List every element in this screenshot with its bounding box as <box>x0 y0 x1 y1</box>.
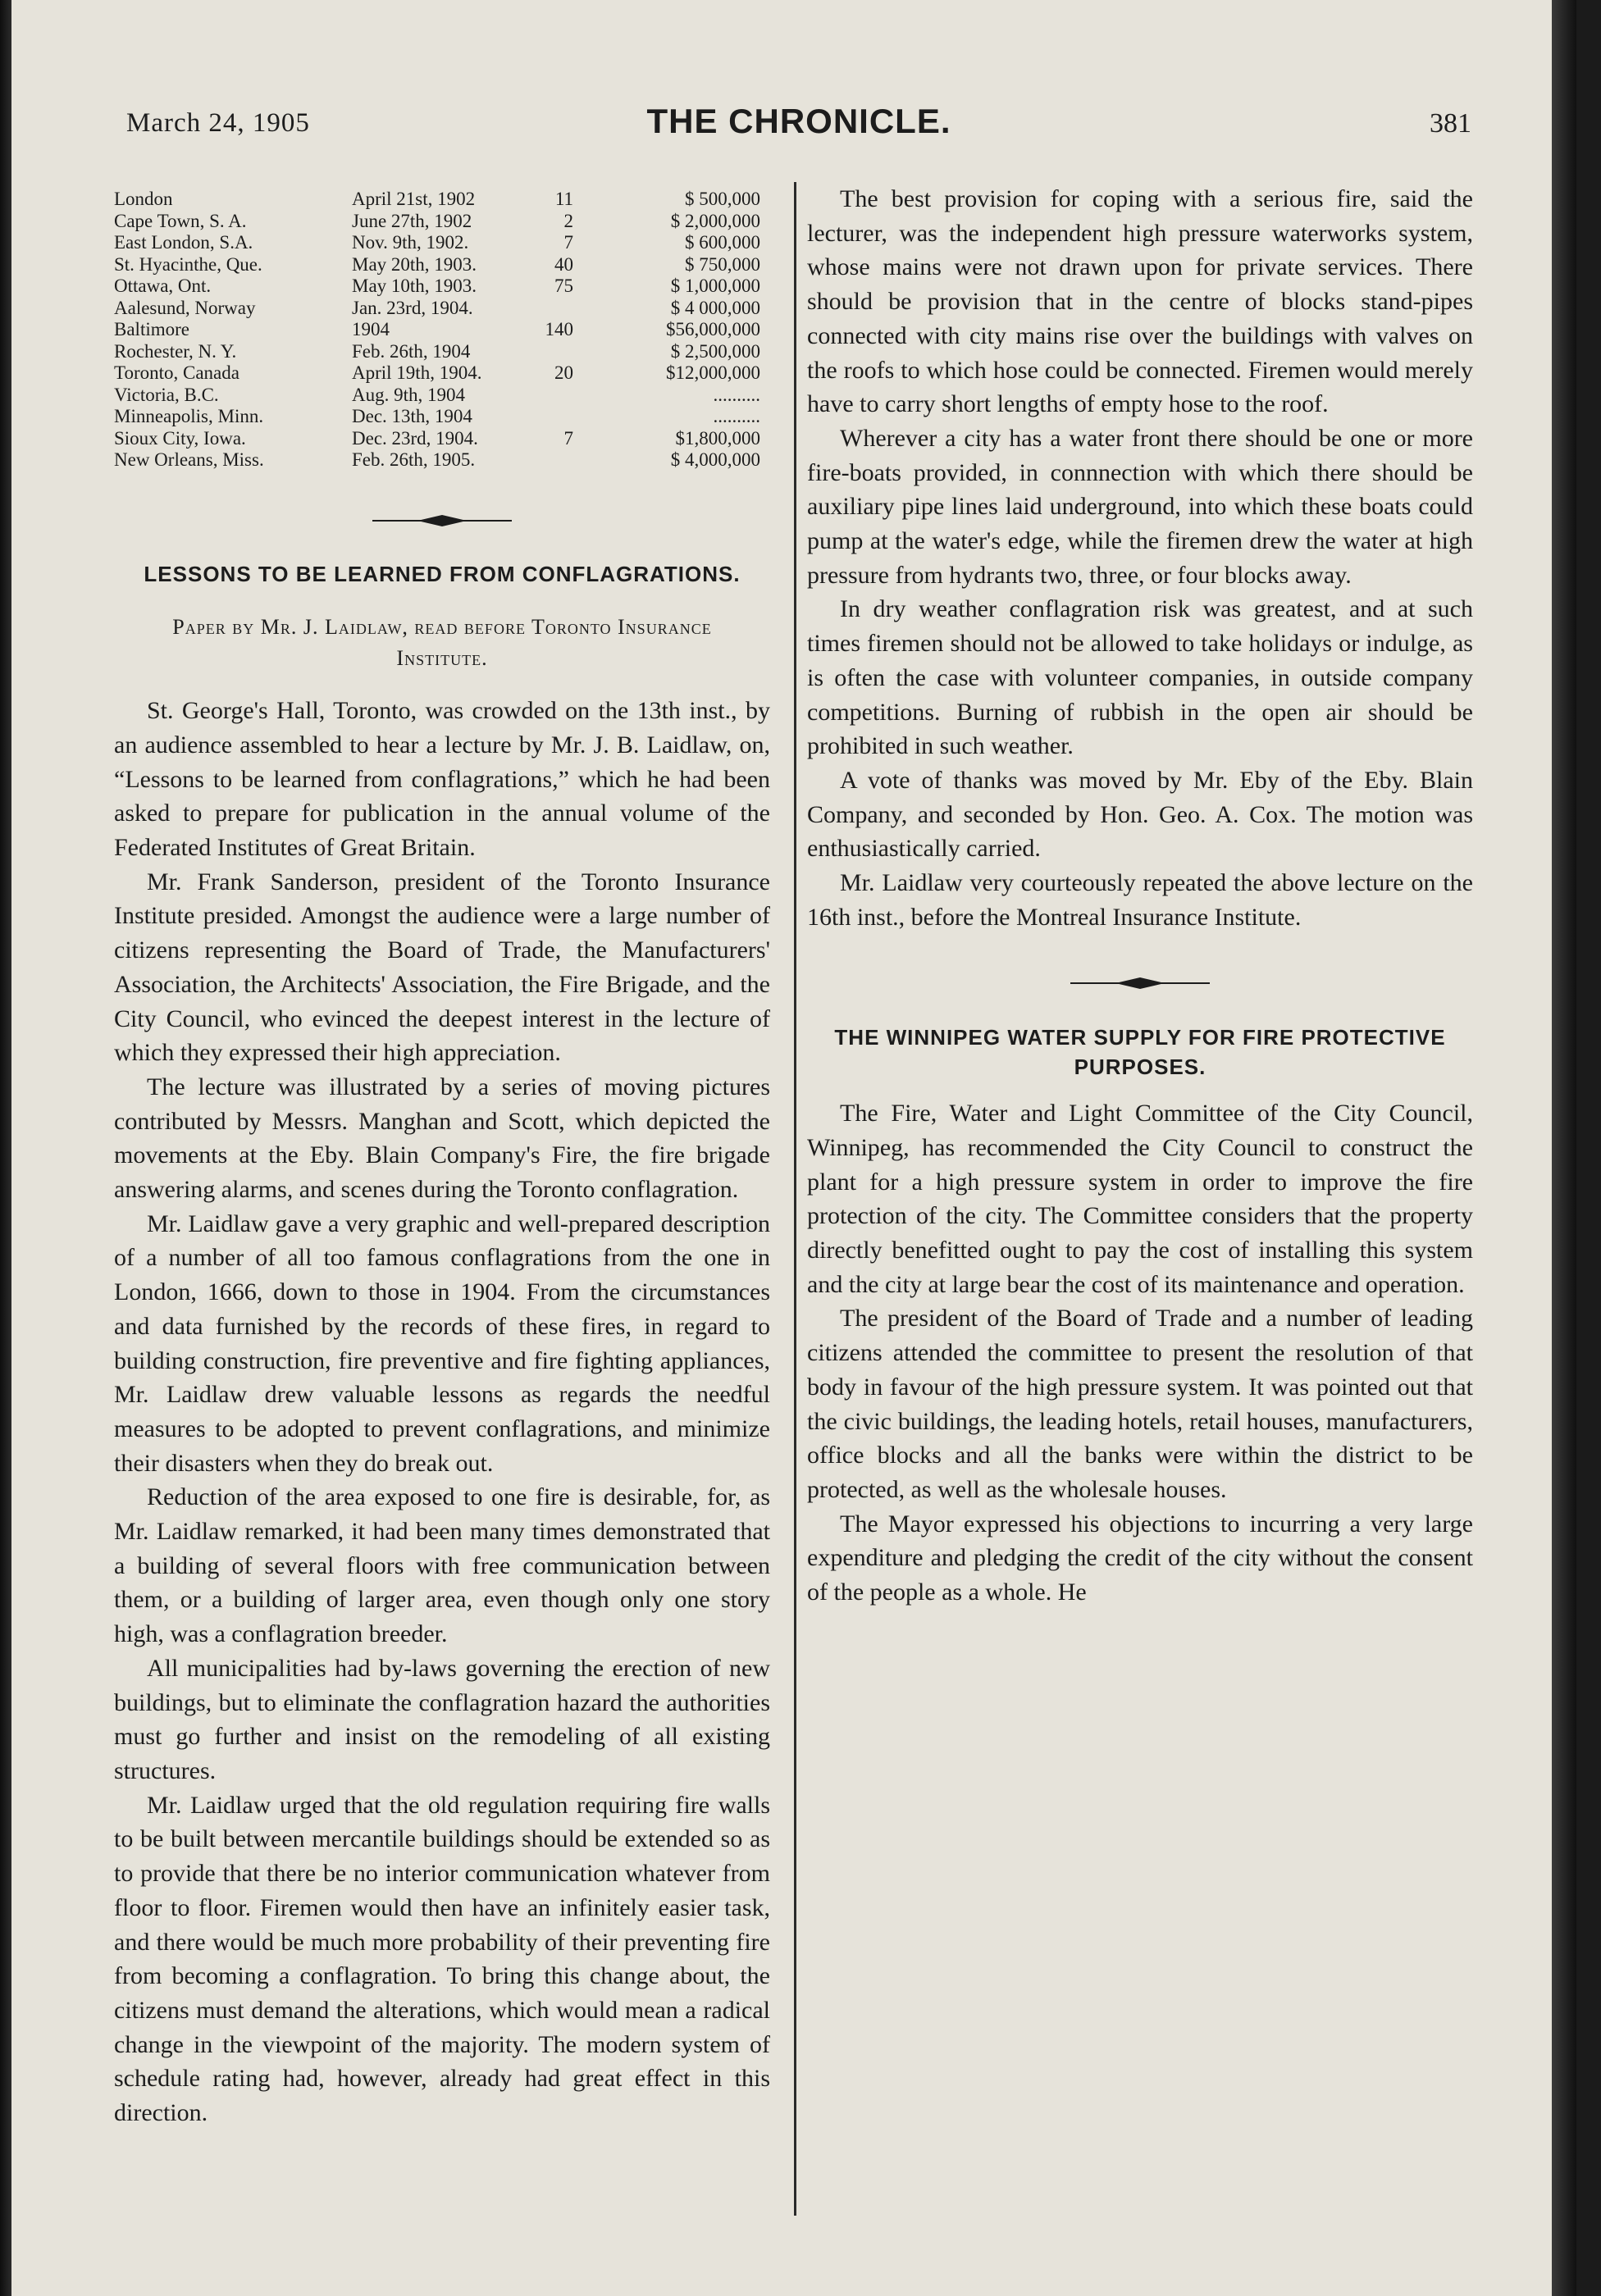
fire-city: Sioux City, Iowa. <box>114 427 246 449</box>
column-divider <box>794 182 796 2216</box>
fire-list-row <box>114 254 770 276</box>
fire-loss: $ 600,000 <box>685 232 760 253</box>
article1-heading: LESSONS TO BE LEARNED FROM CONFLAGRATIONS. <box>144 562 741 587</box>
article2-paragraph: The president of the Board of Trade and a number of leading citizens attended the committee to present the resolution of that body in favour of the high pressure system. It was pointed out that the civic buildings, the leading hotels, retail houses, manufacturers, office blocks and all the banks were within the district to be protected, as well as the wholesale houses. <box>807 1305 1473 1503</box>
fire-loss: .......... <box>713 384 760 405</box>
fire-count <box>541 341 606 363</box>
fire-list-row <box>114 385 770 407</box>
fire-date: Dec. 13th, 1904 <box>352 406 472 426</box>
fire-count: 40 <box>554 253 573 275</box>
fire-city: Ottawa, Ont. <box>114 276 212 296</box>
fire-count: 20 <box>554 362 573 383</box>
fire-city: Toronto, Canada <box>114 362 239 383</box>
fire-city: New Orleans, Miss. <box>114 449 264 470</box>
fire-list-row <box>114 362 770 385</box>
header-page-number: 381 <box>1430 108 1471 139</box>
article1-byline: Paper by Mr. J. Laidlaw, read before Toronto Insurance Institute. <box>172 615 712 671</box>
fire-date: Dec. 23rd, 1904. <box>352 427 478 449</box>
fire-city: Rochester, N. Y. <box>114 340 237 362</box>
fire-loss: $ 4 000,000 <box>670 297 760 318</box>
fire-city: Baltimore <box>114 319 189 339</box>
fire-count <box>541 449 606 472</box>
fire-list-table <box>114 189 770 472</box>
fire-city: Victoria, B.C. <box>114 384 219 405</box>
fire-count: 7 <box>563 232 573 253</box>
fire-count: 7 <box>563 427 573 449</box>
fire-date: June 27th, 1902 <box>352 210 472 231</box>
fire-date: Nov. 9th, 1902. <box>352 232 469 253</box>
newspaper-page <box>11 0 1576 2296</box>
fire-count: 2 <box>563 210 573 231</box>
ornament-rule-icon <box>1070 977 1210 990</box>
fire-date: Feb. 26th, 1905. <box>352 449 476 470</box>
article1-paragraph: The lecture was illustrated by a series of moving pictures contributed by Messrs. Manghan and Scott, which depicted the movements at the Eby. Blain Company's Fire, the fire brigade answering alarms, and scenes during the Toronto conflagration. <box>114 1073 770 1204</box>
article2-heading: THE WINNIPEG WATER SUPPLY FOR FIRE PROTECTIVE PURPOSES. <box>834 1025 1446 1080</box>
article1-paragraph: Mr. Frank Sanderson, president of the Toronto Insurance Institute presided. Amongst the audience were a large number of citizens representing the Board of Trade, the Manufacturers' Association, the Architects' Association, the Fire Brigade, and the City Council, who evinced the deepest interest in the lecture of which they expressed their high appreciation. <box>114 868 770 1067</box>
fire-count: 140 <box>545 319 573 339</box>
fire-list-row <box>114 428 770 450</box>
header-date: March 24, 1905 <box>126 108 310 138</box>
article1-paragraph: In dry weather conflagration risk was greatest, and at such times firemen should not be allowed to take holidays or indulge, as is often the case with volunteer companies, in outside company competitions. Burning of rubbish in the open air should be prohibited in such weather. <box>807 595 1473 760</box>
fire-count <box>541 298 606 320</box>
fire-city: Aalesund, Norway <box>114 297 256 318</box>
fire-list-row <box>114 319 770 341</box>
header-title: THE CHRONICLE. <box>646 102 951 140</box>
fire-list-row <box>114 449 770 472</box>
fire-date: May 20th, 1903. <box>352 253 477 275</box>
fire-city: London <box>114 189 173 209</box>
page-binding-edge <box>0 0 11 2296</box>
fire-count <box>541 406 606 428</box>
fire-loss: $12,000,000 <box>666 362 760 383</box>
right-column <box>807 182 1473 1610</box>
fire-loss: $ 500,000 <box>685 189 760 209</box>
fire-list-row <box>114 406 770 428</box>
article1-paragraph: Mr. Laidlaw very courteously repeated the above lecture on the 16th inst., before the Montreal Insurance Institute. <box>807 869 1473 931</box>
page-right-edge <box>1552 0 1576 2296</box>
article1-paragraph: Wherever a city has a water front there should be one or more fire-boats provided, in connnection with which there should be auxiliary pipe lines laid underground, into which these boats could pump at the water's edge, while the firemen drew the water at high pressure from hydrants two, three, or four blocks away. <box>807 424 1473 589</box>
fire-list-row <box>114 276 770 298</box>
article2-paragraph: The Mayor expressed his objections to incurring a very large expenditure and pledging the credit of the city without the consent of the people as a whole. He <box>807 1510 1473 1606</box>
article2-paragraph: The Fire, Water and Light Committee of the City Council, Winnipeg, has recommended the City Council to construct the plant for a high pressure system in order to improve the fire protection of the city. The Committee considers that the property directly benefitted ought to pay the cost of installing this system and the city at large bear the cost of its maintenance and operation. <box>807 1100 1473 1298</box>
left-column <box>114 182 770 2130</box>
fire-list-row <box>114 189 770 211</box>
fire-date: Jan. 23rd, 1904. <box>352 297 473 318</box>
fire-date: April 21st, 1902 <box>352 189 476 209</box>
fire-loss: $ 750,000 <box>685 253 760 275</box>
fire-city: Cape Town, S. A. <box>114 210 247 231</box>
section-ornament <box>807 965 1473 1000</box>
fire-city: East London, S.A. <box>114 232 253 253</box>
fire-list-row <box>114 211 770 233</box>
article1-paragraph: Mr. Laidlaw gave a very graphic and well-prepared description of a number of all too famous conflagrations from the one in London, 1666, down to those in 1904. From the circumstances and data furnished by the records of these fires, in regard to building construction, fire preventive and fire fighting appliances, Mr. Laidlaw drew valuable lessons as regards the needful measures to be adopted to prevent conflagrations, and minimize their disasters when they do break out. <box>114 1210 770 1477</box>
fire-loss: $ 2,000,000 <box>670 210 760 231</box>
fire-date: 1904 <box>352 319 390 339</box>
fire-loss: $ 4,000,000 <box>670 449 760 470</box>
fire-list-row <box>114 341 770 363</box>
article1-paragraph: Reduction of the area exposed to one fire is desirable, for, as Mr. Laidlaw remarked, it had been many times demonstrated that a building of several floors with free communication between them, or a building of larger area, even though only one story high, was a conflagration breeder. <box>114 1483 770 1648</box>
fire-list-row <box>114 232 770 254</box>
article1-paragraph: All municipalities had by-laws governing the erection of new buildings, but to eliminate the conflagration hazard the authorities must go further and insist on the remodeling of all existing structures. <box>114 1654 770 1784</box>
fire-date: May 10th, 1903. <box>352 276 477 296</box>
fire-date: Aug. 9th, 1904 <box>352 384 465 405</box>
fire-count: 75 <box>554 276 573 296</box>
fire-count <box>541 385 606 407</box>
fire-date: April 19th, 1904. <box>352 362 482 383</box>
article1-paragraph: St. George's Hall, Toronto, was crowded on the 13th inst., by an audience assembled to hear a lecture by Mr. J. B. Laidlaw, on, “Lessons to be learned from conflagrations,” which he had been asked to prepare for publication in the annual volume of the Federated Institutes of Great Britain. <box>114 697 770 862</box>
fire-loss: .......... <box>713 406 760 426</box>
fire-city: Minneapolis, Minn. <box>114 406 264 426</box>
fire-date: Feb. 26th, 1904 <box>352 340 471 362</box>
section-ornament <box>114 503 770 537</box>
article1-paragraph: A vote of thanks was moved by Mr. Eby of the Eby. Blain Company, and seconded by Hon. Geo. A. Cox. The motion was enthusiastically carried. <box>807 766 1473 863</box>
fire-loss: $ 1,000,000 <box>670 276 760 296</box>
running-header <box>126 97 1471 146</box>
fire-list-row <box>114 298 770 320</box>
fire-city: St. Hyacinthe, Que. <box>114 253 262 275</box>
fire-loss: $ 2,500,000 <box>670 340 760 362</box>
fire-loss: $56,000,000 <box>666 319 760 339</box>
ornament-rule-icon <box>372 514 512 527</box>
article1-paragraph: The best provision for coping with a serious fire, said the lecturer, was the independent high pressure waterworks system, whose mains were not drawn upon for private services. There should be provision that in the centre of blocks stand-pipes connected with city mains rise over the buildings with valves on the roofs to which hose could be connected. Firemen would merely have to carry short lengths of empty hose to the roof. <box>807 185 1473 418</box>
fire-count: 11 <box>554 189 573 209</box>
fire-loss: $1,800,000 <box>675 427 760 449</box>
article1-paragraph: Mr. Laidlaw urged that the old regulation requiring fire walls to be built between mercantile buildings should be extended so as to provide that there be no interior communication whatever from floor to floor. Firemen would then have an infinitely easier task, and there would be much more probability of their preventing fire from becoming a conflagration. To bring this change about, the citizens must demand the alterations, which would mean a radical change in the viewpoint of the majority. The modern system of schedule rating had, however, already had great effect in this direction. <box>114 1791 770 2127</box>
